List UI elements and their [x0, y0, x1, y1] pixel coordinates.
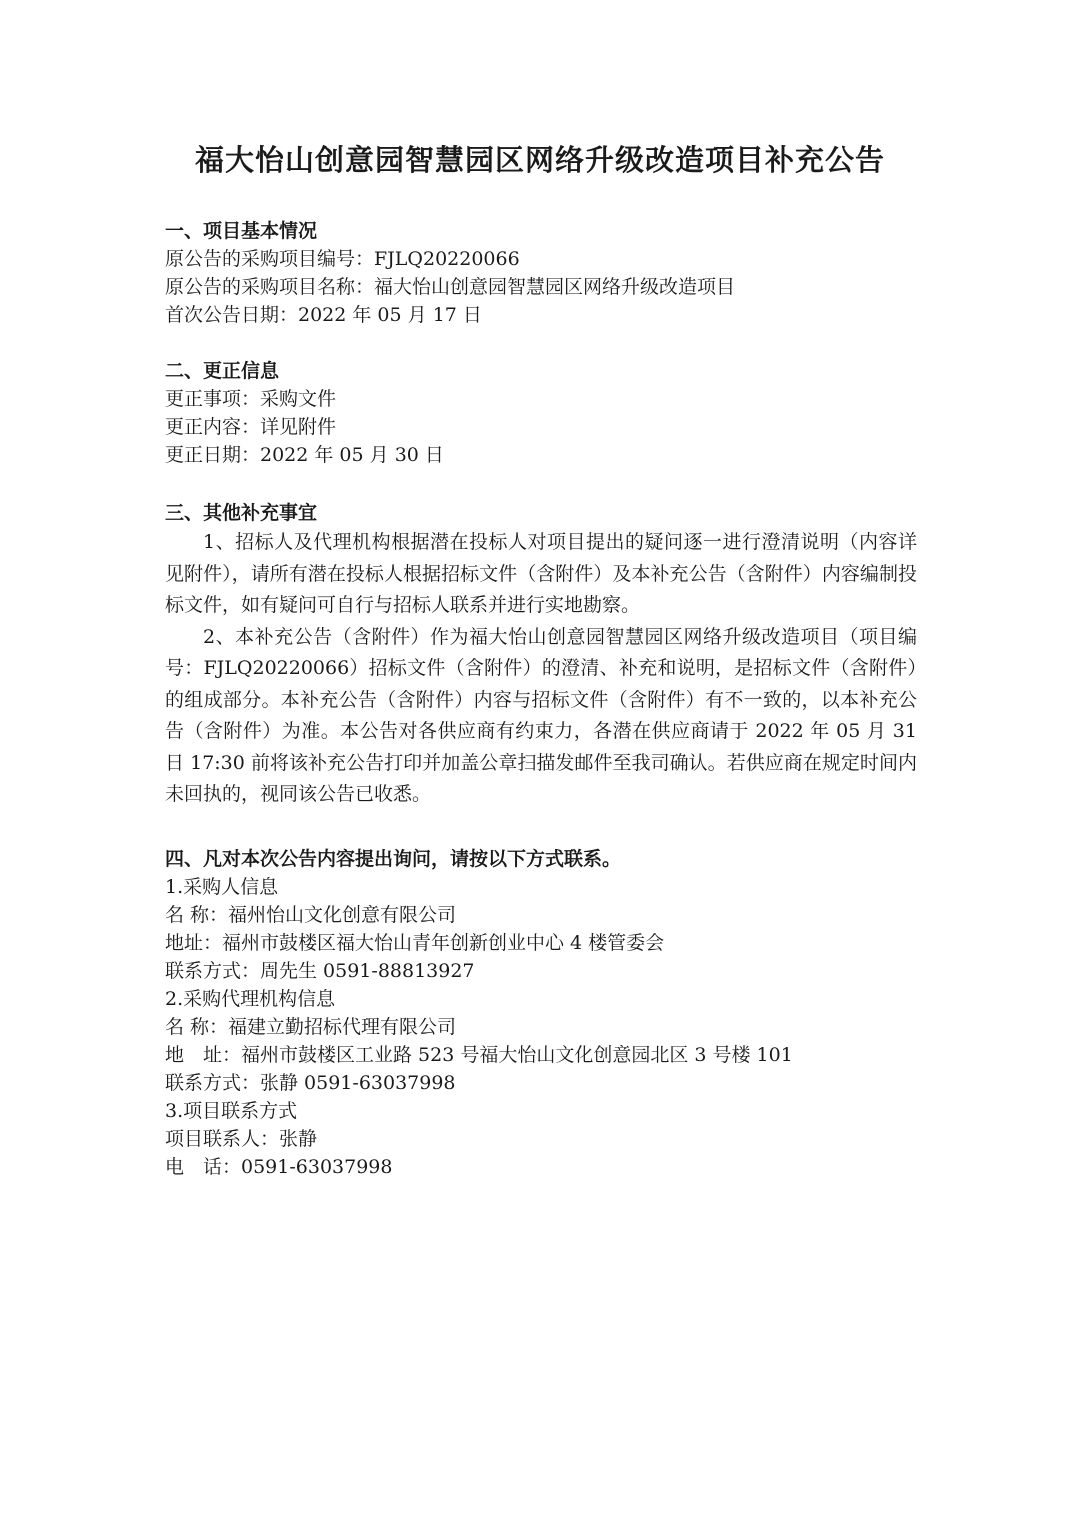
original-project-number: 原公告的采购项目编号：FJLQ20220066 [165, 248, 520, 270]
section-contact-info [165, 845, 917, 1181]
section-heading: 三、其他补充事宜 [165, 502, 318, 524]
purchaser-info-heading: 1.采购人信息 [165, 876, 279, 898]
paragraph: 1、招标人及代理机构根据潜在投标人对项目提出的疑问逐一进行澄清说明（内容详见附件），请所有潜在投标人根据招标文件（含附件）及本补充公告（含附件）内容编制投标文件，如有疑问可自行与招标人联系并进行实地勘察。 [165, 531, 917, 616]
agency-address: 地 址：福州市鼓楼区工业路 523 号福大怡山文化创意园北区 3 号楼 101 [165, 1044, 793, 1066]
purchaser-address: 地址：福州市鼓楼区福大怡山青年创新创业中心 4 楼管委会 [165, 932, 665, 954]
paragraph: 2、本补充公告（含附件）作为福大怡山创意园智慧园区网络升级改造项目（项目编号：FJLQ20220066）招标文件（含附件）的澄清、补充和说明，是招标文件（含附件）的组成部分。本补充公告（含附件）内容与招标文件（含附件）有不一致的，以本补充公告（含附件）为准。本公告对各供应商有约束力，各潜在供应商请于 2022 年 05 月 31 日 17:30 前将该补充公告打印并加盖公章扫描发邮件至我司确认。若供应商在规定时间内未回执的，视同该公告已收悉。 [165, 625, 917, 805]
section-heading: 一、项目基本情况 [165, 220, 318, 242]
section-heading: 四、凡对本次公告内容提出询问，请按以下方式联系。 [165, 848, 622, 870]
project-contact-heading: 3.项目联系方式 [165, 1100, 298, 1122]
project-contact-person: 项目联系人：张静 [165, 1128, 318, 1150]
page-title: 福大怡山创意园智慧园区网络升级改造项目补充公告 [194, 143, 885, 177]
agency-name: 名 称：福建立勤招标代理有限公司 [165, 1016, 457, 1038]
agency-contact: 联系方式：张静 0591-63037998 [165, 1072, 456, 1094]
correction-content: 更正内容：详见附件 [165, 416, 337, 438]
first-announcement-date: 首次公告日期：2022 年 05 月 17 日 [165, 304, 482, 326]
section-heading: 二、更正信息 [165, 360, 280, 382]
purchaser-contact: 联系方式：周先生 0591-88813927 [165, 960, 475, 982]
purchaser-name: 名 称：福州怡山文化创意有限公司 [165, 904, 457, 926]
correction-item: 更正事项：采购文件 [165, 388, 337, 410]
agency-info-heading: 2.采购代理机构信息 [165, 988, 336, 1010]
section-project-basics [165, 217, 917, 329]
section-correction-info [165, 357, 917, 469]
section-other-matters [165, 499, 917, 811]
project-contact-phone: 电 话：0591-63037998 [165, 1156, 393, 1178]
correction-date: 更正日期：2022 年 05 月 30 日 [165, 444, 444, 466]
original-project-name: 原公告的采购项目名称：福大怡山创意园智慧园区网络升级改造项目 [165, 276, 736, 298]
